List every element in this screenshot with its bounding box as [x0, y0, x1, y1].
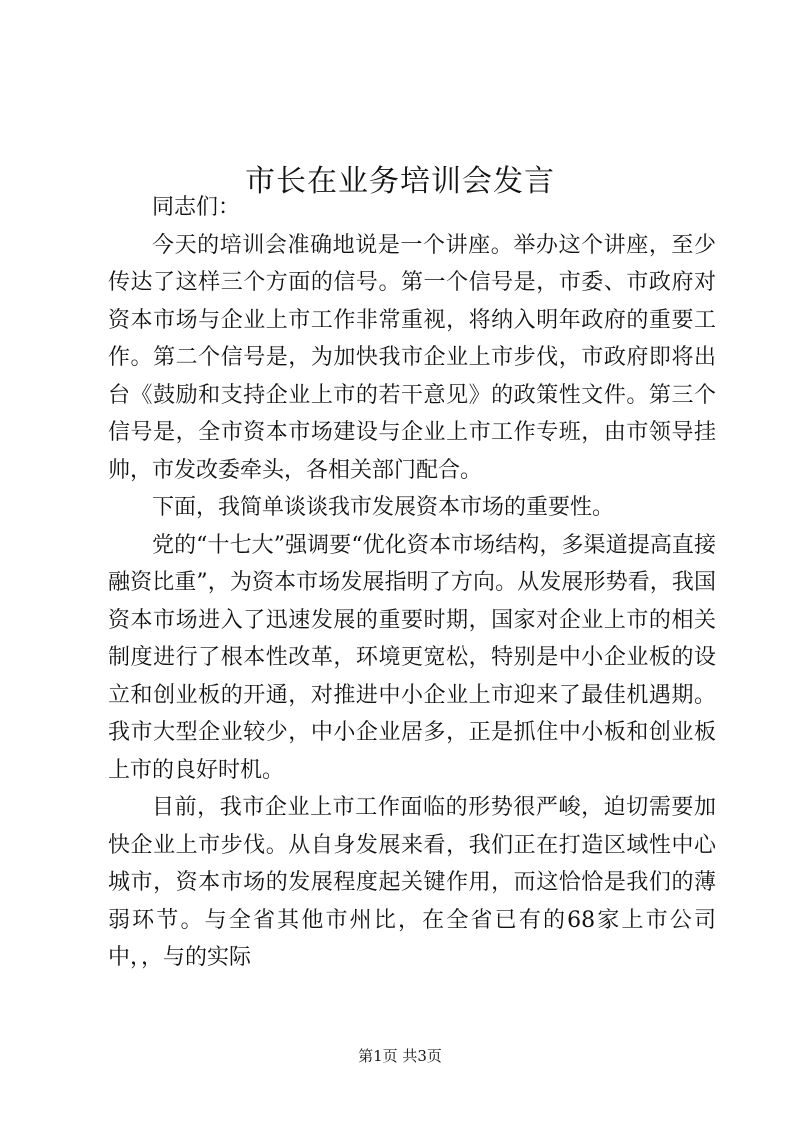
greeting: 同志们：	[152, 195, 241, 220]
paragraph-1: 今天的培训会准确地说是一个讲座。举办这个讲座，至少传达了这样三个方面的信号。第一个信号是，市委、市政府对资本市场与企业上市工作非常重视，将纳入明年政府的重要工作。第二个信号是，为加快我市企业上市步伐，市政府即将出台《鼓励和支持企业上市的若干意见》的政策性文件。第三个信号是，全市资本市场建设与企业上市工作专班，由市领导挂帅，市发改委牵头，各相关部门配合。	[108, 232, 716, 483]
paragraph-4: 目前，我市企业上市工作面临的形势很严峻，迫切需要加快企业上市步伐。从自身发展来看，我们正在打造区域性中心城市，资本市场的发展程度起关键作用，而这恰恰是我们的薄弱环节。与全省其他市州比，在全省已有的68家上市公司中，，与的实际	[108, 795, 716, 970]
document-body	[108, 189, 716, 977]
paragraph-2: 下面，我简单谈谈我市发展资本市场的重要性。	[152, 495, 615, 520]
page-number: 第1页 共3页	[358, 1047, 442, 1065]
document-title: 市长在业务培训会发言	[245, 164, 555, 200]
paragraph-3: 党的“十七大”强调要“优化资本市场结构，多渠道提高直接融资比重”，为资本市场发展指明了方向。从发展形势看，我国资本市场进入了迅速发展的重要时期，国家对企业上市的相关制度进行了根本性改革，环境更宽松，特别是中小企业板的设立和创业板的开通，对推进中小企业上市迎来了最佳机遇期。我市大型企业较少，中小企业居多，正是抓住中小板和创业板上市的良好时机。	[108, 532, 716, 783]
